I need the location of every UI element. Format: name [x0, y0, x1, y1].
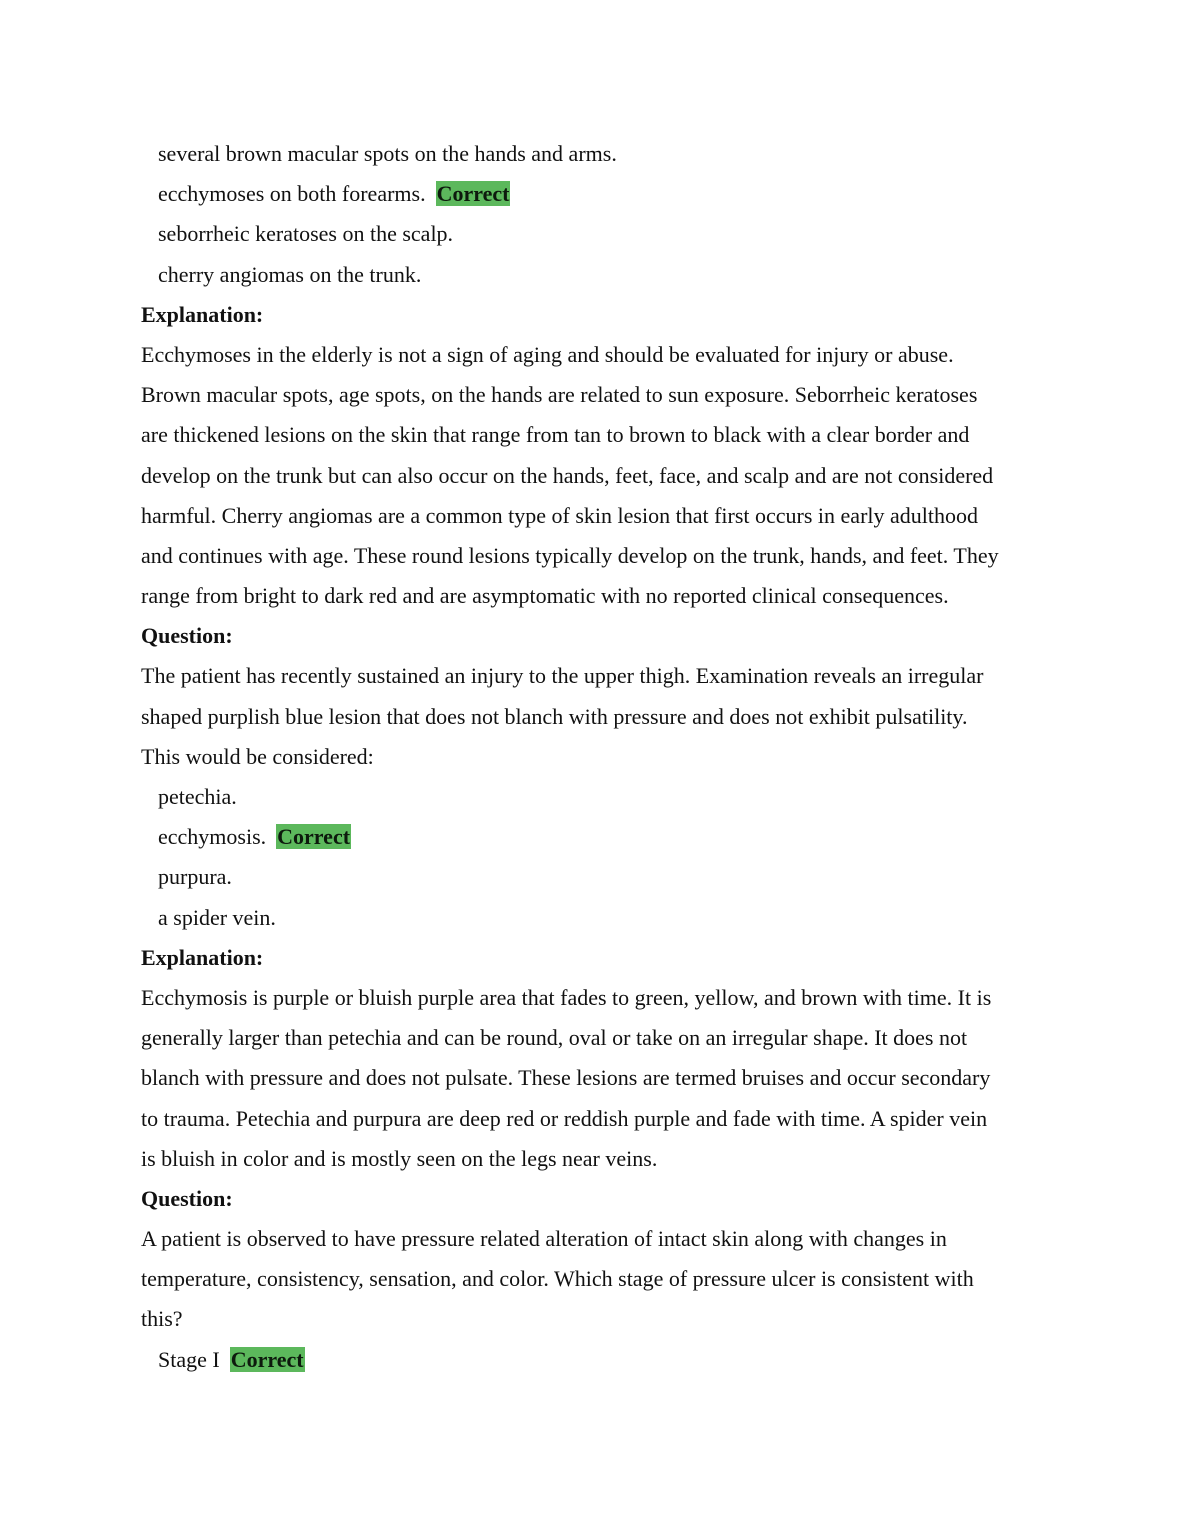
explanation-line: is bluish in color and is mostly seen on the legs near veins. [141, 1145, 658, 1171]
answer-option [141, 857, 1051, 897]
explanation-text [141, 335, 1051, 616]
answer-option [141, 174, 1051, 214]
explanation-line: are thickened lesions on the skin that range from tan to brown to black with a clear border and [141, 422, 970, 448]
explanation-line: harmful. Cherry angiomas are a common type of skin lesion that first occurs in early adulthood [141, 502, 978, 528]
explanation-line: blanch with pressure and does not pulsate. These lesions are termed bruises and occur secondary [141, 1065, 991, 1091]
answer-option [141, 255, 1051, 295]
question-heading: Question: [141, 1185, 233, 1211]
question-line: this? [141, 1306, 183, 1332]
option-text: several brown macular spots on the hands and arms. [158, 141, 617, 166]
answer-option [141, 1340, 1051, 1380]
option-text: Stage I [158, 1346, 220, 1372]
answer-option [141, 898, 1051, 938]
correct-badge: Correct [277, 824, 351, 850]
answer-option [141, 134, 1051, 174]
explanation-text [141, 978, 1051, 1179]
question-line: temperature, consistency, sensation, and color. Which stage of pressure ulcer is consistent with [141, 1266, 974, 1292]
option-text: petechia. [158, 784, 237, 809]
explanation-line: to trauma. Petechia and purpura are deep red or reddish purple and fade with time. A spider vein [141, 1105, 988, 1131]
option-text: cherry angiomas on the trunk. [158, 261, 422, 287]
explanation-line: Ecchymosis is purple or bluish purple area that fades to green, yellow, and brown with time. It is [141, 984, 992, 1010]
explanation-line: generally larger than petechia and can be round, oval or take on an irregular shape. It does not [141, 1025, 968, 1051]
question-line: shaped purplish blue lesion that does not blanch with pressure and does not exhibit pulsatility. [141, 703, 968, 729]
explanation-line: Brown macular spots, age spots, on the hands are related to sun exposure. Seborrheic keratoses [141, 382, 978, 408]
explanation-heading: Explanation: [141, 301, 264, 327]
explanation-line: range from bright to dark red and are asymptomatic with no reported clinical consequences. [141, 583, 949, 609]
correct-badge: Correct [436, 181, 510, 207]
explanation-line: and continues with age. These round lesions typically develop on the trunk, hands, and feet. They [141, 542, 999, 568]
question-text [141, 656, 1051, 777]
explanation-heading: Explanation: [141, 944, 264, 970]
question-line: The patient has recently sustained an injury to the upper thigh. Examination reveals an irregular [141, 663, 984, 689]
answer-option [141, 817, 1051, 857]
question-text [141, 1219, 1051, 1340]
option-text: ecchymosis. [158, 824, 267, 850]
option-text: ecchymoses on both forearms. [158, 181, 426, 207]
question-line: A patient is observed to have pressure related alteration of intact skin along with changes in [141, 1226, 947, 1252]
explanation-line: Ecchymoses in the elderly is not a sign of aging and should be evaluated for injury or abuse. [141, 341, 954, 367]
option-text: a spider vein. [158, 904, 276, 930]
question-line: This would be considered: [141, 743, 374, 769]
answer-option [141, 214, 1051, 254]
option-text: purpura. [158, 864, 232, 890]
answer-option [141, 777, 1051, 817]
correct-badge: Correct [230, 1346, 304, 1372]
explanation-line: develop on the trunk but can also occur on the hands, feet, face, and scalp and are not considered [141, 462, 994, 488]
question-heading: Question: [141, 623, 233, 649]
option-text: seborrheic keratoses on the scalp. [158, 221, 454, 247]
document-content [141, 134, 1051, 1380]
